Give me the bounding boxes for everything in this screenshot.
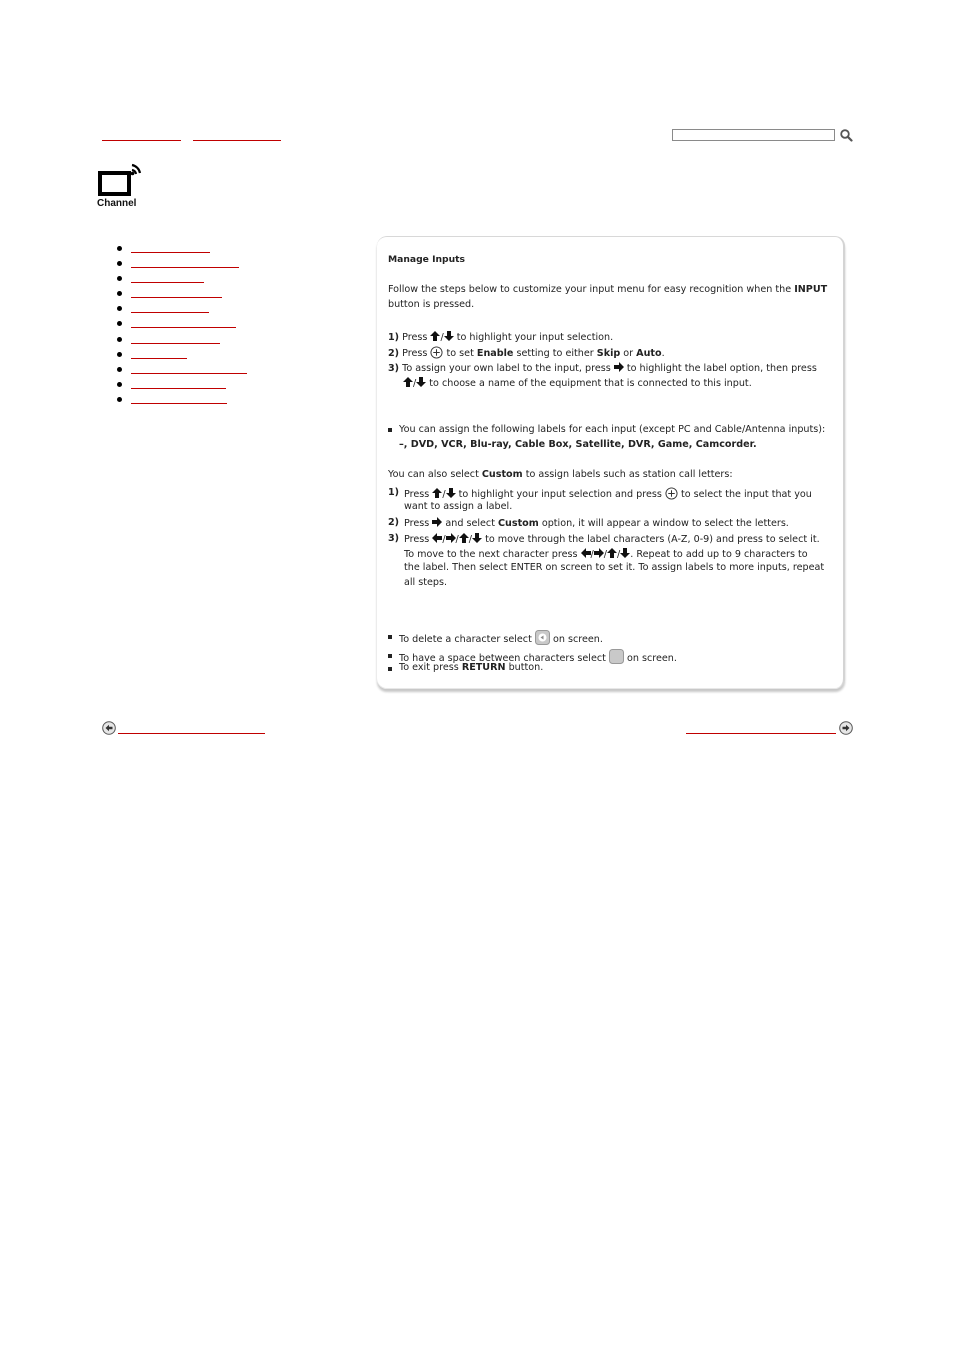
custom-step-1: Press / to highlight your input selection and press to select the input that you [404, 489, 812, 500]
search-input[interactable] [672, 129, 835, 141]
bullet-icon [117, 367, 122, 372]
sidebar-link[interactable] [131, 327, 236, 328]
right-arrow-icon [614, 362, 624, 372]
down-arrow-icon [472, 533, 482, 543]
custom-step-3-num: 3) [388, 533, 400, 544]
sidebar-link[interactable] [131, 267, 239, 268]
search-icon[interactable] [839, 128, 853, 142]
left-arrow-icon [432, 533, 442, 543]
panel-title: Manage Inputs [388, 254, 466, 265]
plus-circle-icon [665, 487, 678, 500]
custom-step-1-num: 1) [388, 487, 400, 498]
right-arrow-icon [446, 533, 456, 543]
space-key-icon [609, 649, 624, 664]
custom-step-3-line-3: the label. Then select ENTER on screen to set it. To assign labels to more inputs, repeat [404, 562, 825, 573]
step-3-cont: / to choose a name of the equipment that is connected to this input. [403, 377, 752, 389]
sidebar-link[interactable] [131, 252, 210, 253]
sidebar-link[interactable] [131, 297, 222, 298]
custom-intro: You can also select Custom to assign labels such as station call letters: [388, 469, 733, 480]
tip-exit: To exit press RETURN button. [399, 662, 544, 673]
bullet-square-icon [388, 428, 392, 432]
custom-step-2-num: 2) [388, 517, 400, 528]
backspace-key-icon [535, 630, 550, 645]
sidebar-link[interactable] [131, 403, 227, 404]
tip-space: To have a space between characters select on screen. [399, 649, 677, 664]
up-arrow-icon [459, 533, 469, 543]
step-2: 2) Press to set Enable setting to either Skip or Auto. [388, 348, 665, 359]
down-arrow-icon [416, 377, 426, 387]
bullet-icon [117, 246, 122, 251]
labels-note-2: –, DVD, VCR, Blu-ray, Cable Box, Satellite, DVR, Game, Camcorder. [399, 439, 757, 450]
custom-step-2: Press and select Custom option, it will appear a window to select the letters. [404, 518, 789, 529]
bullet-square-icon [388, 654, 392, 658]
labels-note-1: You can assign the following labels for each input (except PC and Cable/Antenna inputs): [399, 424, 826, 435]
sidebar-link[interactable] [131, 373, 247, 374]
up-arrow-icon [430, 331, 440, 341]
custom-step-1-cont: want to assign a label. [404, 501, 513, 512]
up-arrow-icon [607, 548, 617, 558]
content-panel [377, 236, 845, 689]
down-arrow-icon [446, 488, 456, 498]
bullet-icon [117, 261, 122, 266]
step-1: 1) Press / to highlight your input selection. [388, 332, 614, 343]
sidebar-link[interactable] [131, 358, 187, 359]
category-label: Channel [97, 198, 137, 209]
sidebar-link[interactable] [131, 343, 220, 344]
previous-page-link[interactable] [102, 720, 265, 738]
down-arrow-icon [444, 331, 454, 341]
down-arrow-icon [620, 548, 630, 558]
bullet-icon [117, 397, 122, 402]
right-arrow-icon [432, 517, 442, 527]
arrow-right-circle-icon [839, 721, 853, 735]
custom-step-3-line-2: To move to the next character press / / / . Repeat to add up to 9 characters to [404, 549, 808, 560]
bullet-icon [117, 291, 122, 296]
breadcrumb-link-1[interactable] [102, 140, 181, 141]
plus-circle-icon [430, 346, 443, 359]
custom-step-3-line-4: all steps. [404, 577, 448, 588]
sidebar-link[interactable] [131, 388, 226, 389]
tip-delete: To delete a character select on screen. [399, 630, 603, 645]
up-arrow-icon [403, 377, 413, 387]
right-arrow-icon [594, 548, 604, 558]
left-arrow-icon [581, 548, 591, 558]
intro-line-2: button is pressed. [388, 299, 475, 310]
step-3: 3) To assign your own label to the input, press to highlight the label option, then press [388, 363, 817, 374]
bullet-square-icon [388, 667, 392, 671]
up-arrow-icon [432, 488, 442, 498]
arrow-left-circle-icon [102, 721, 116, 735]
sidebar-link[interactable] [131, 312, 209, 313]
bullet-square-icon [388, 635, 392, 639]
bullet-icon [117, 306, 122, 311]
bullet-icon [117, 337, 122, 342]
sidebar-link[interactable] [131, 282, 204, 283]
next-page-link[interactable] [686, 720, 853, 738]
custom-step-3: Press / / / to move through the label characters (A-Z, 0-9) and press to select it. [404, 534, 820, 545]
intro-line-1: Follow the steps below to customize your input menu for easy recognition when the INPUT [388, 284, 828, 295]
bullet-icon [117, 352, 122, 357]
bullet-icon [117, 321, 122, 326]
bullet-icon [117, 276, 122, 281]
bullet-icon [117, 382, 122, 387]
breadcrumb-link-2[interactable] [193, 140, 281, 141]
